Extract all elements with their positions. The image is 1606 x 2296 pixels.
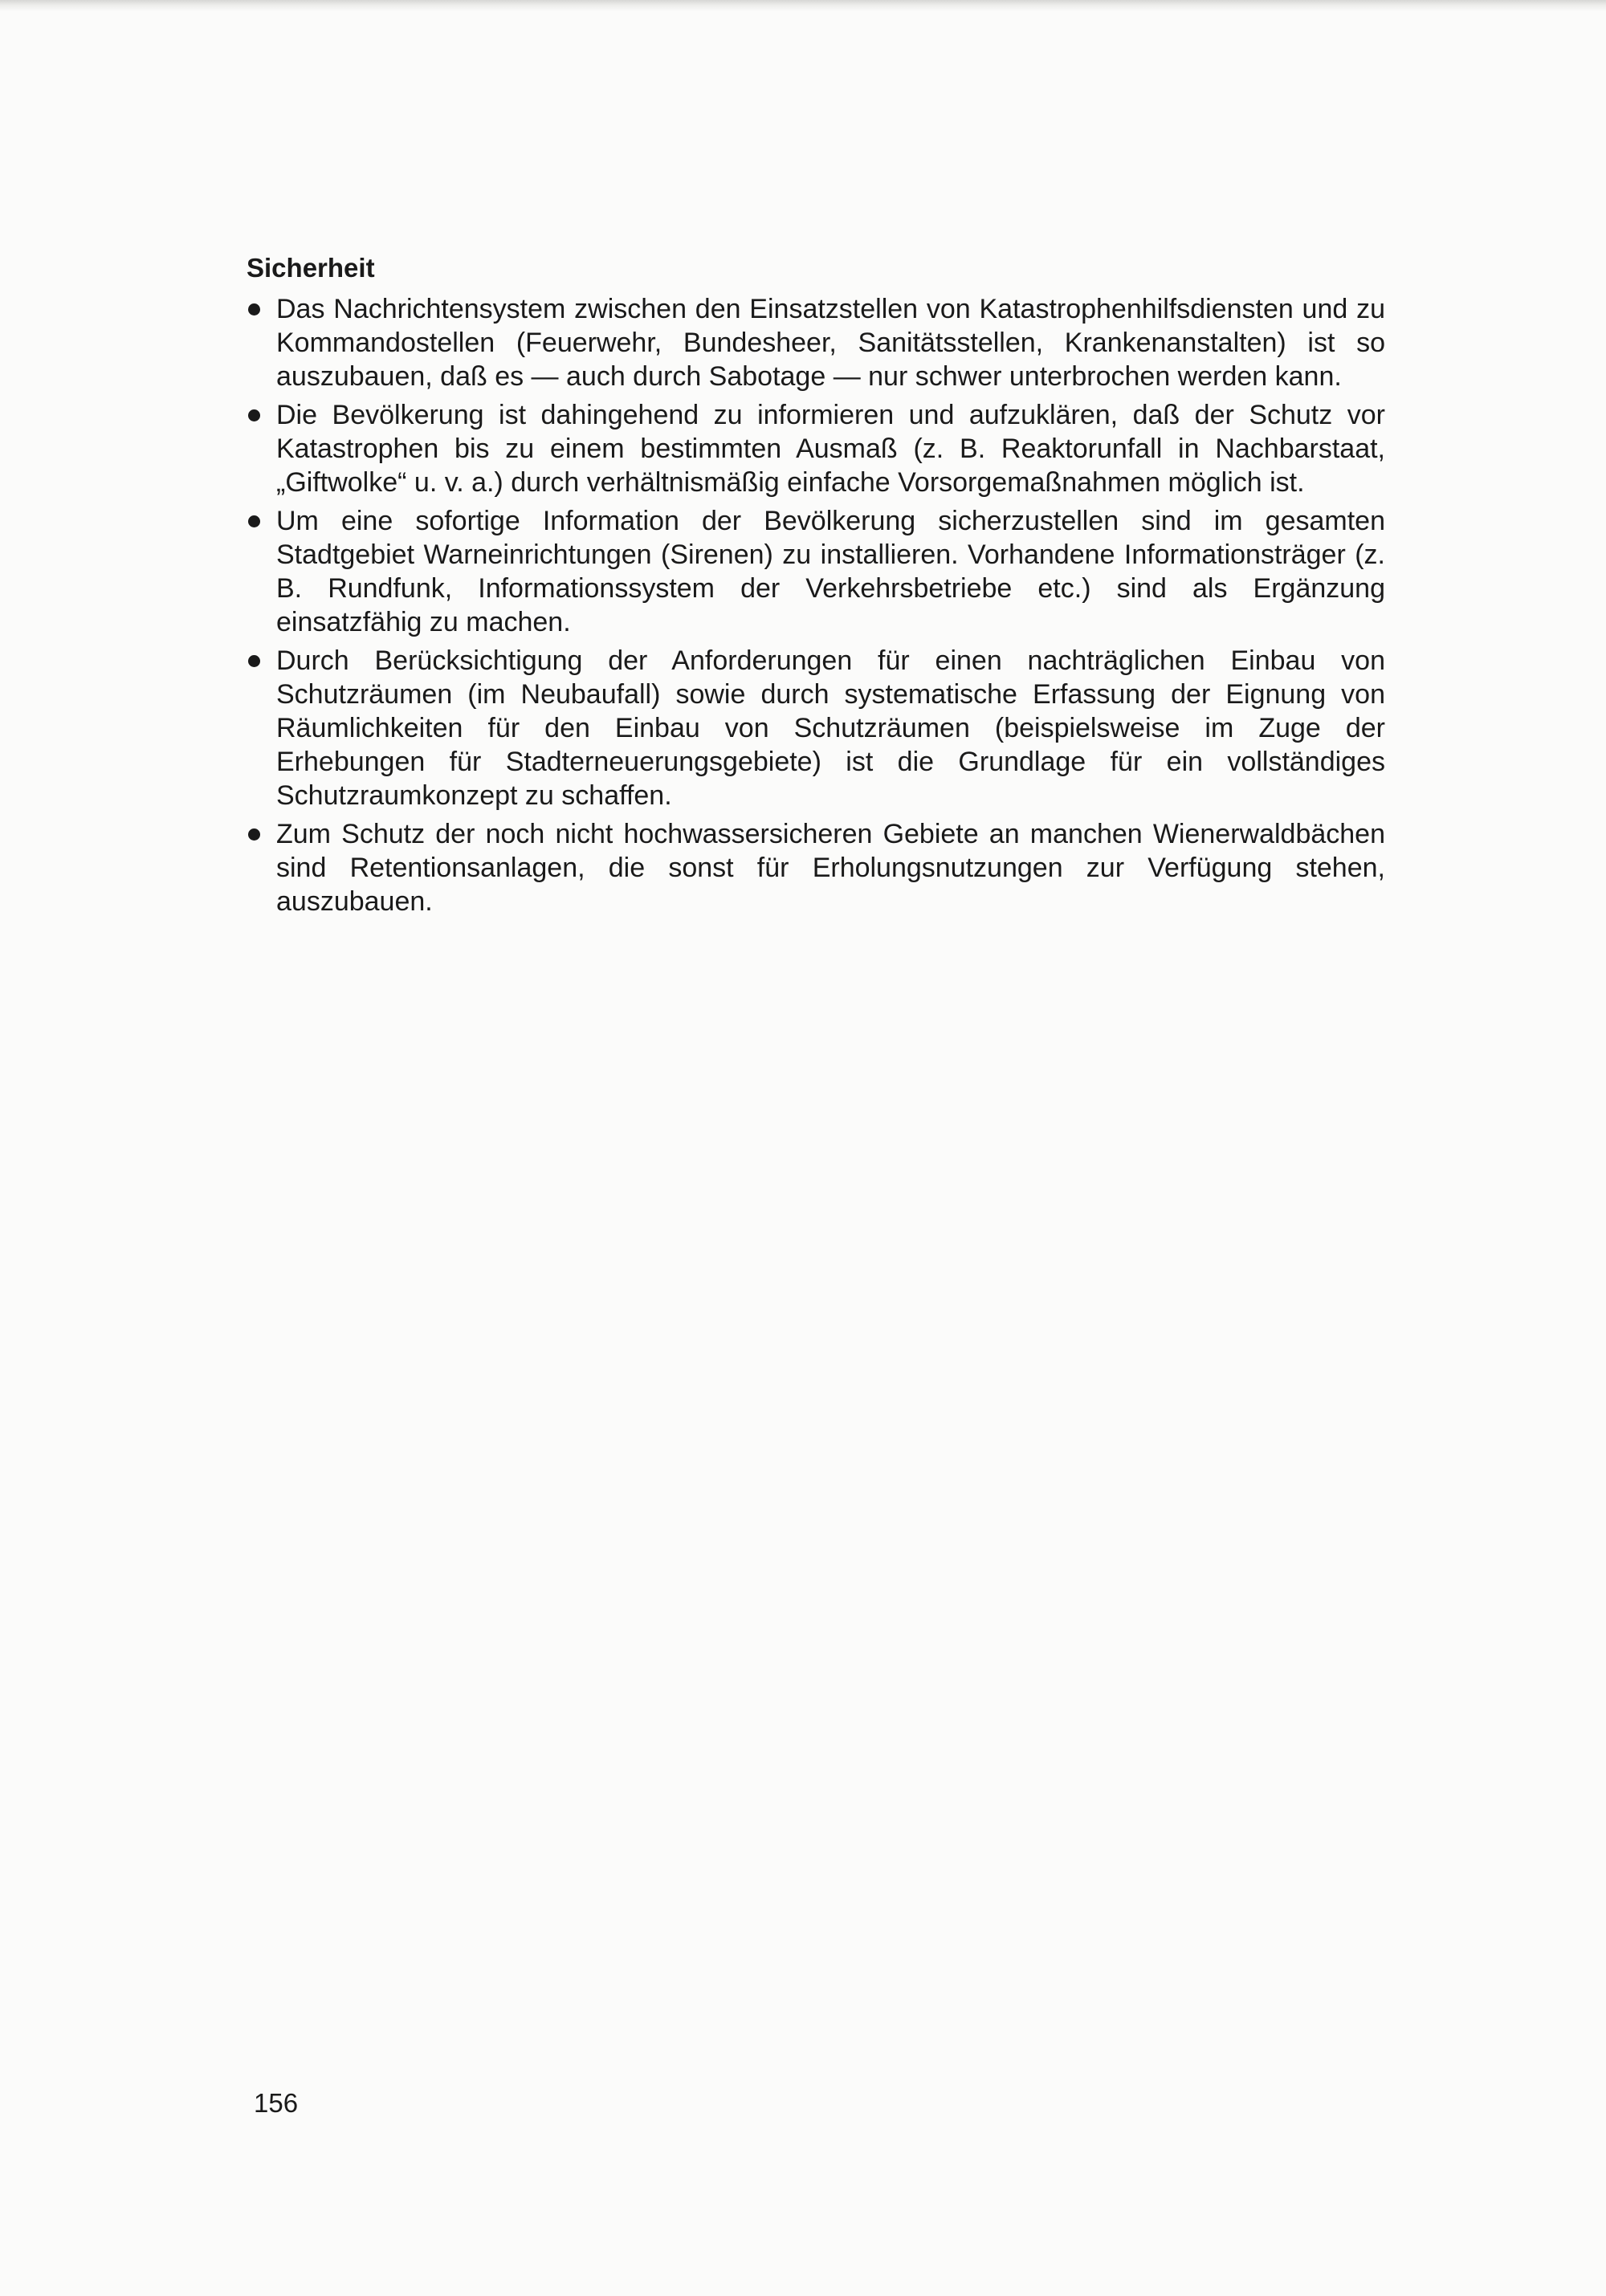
bullet-icon	[248, 409, 260, 421]
bullet-icon	[248, 303, 260, 315]
section-heading: Sicherheit	[247, 253, 375, 283]
bullet-list	[247, 292, 1385, 918]
list-item	[247, 644, 1385, 812]
list-item-text: Durch Berücksichtigung der Anforderungen für einen nachträglichen Einbau von Schutzräumen (im Neubaufall) sowie durch systematische Erfassung der Eignung von Räumlichkeiten für den Einbau von Schutzräumen (beispielsweise im Zuge der Erhebungen für Stadterneuerungsgebiete) ist die Grundlage für ein vollständiges Schutzraumkonzept zu schaffen.	[276, 645, 1385, 811]
list-item-text: Die Bevölkerung ist dahingehend zu informieren und aufzuklären, daß der Schutz vor Katastrophen bis zu einem bestimmten Ausmaß (z. B. Reaktorunfall in Nachbarstaat, „Giftwolke“ u. v. a.) durch verhältnismäßig einfache Vorsorgemaßnahmen möglich ist.	[276, 400, 1385, 498]
list-item-text: Das Nachrichtensystem zwischen den Einsatzstellen von Katastrophenhilfsdiensten und zu Kommandostellen (Feuerwehr, Bundesheer, Sanitätsstellen, Krankenanstalten) ist so auszubauen, daß es — auch durch Sabotage — nur schwer unterbrochen werden kann.	[276, 294, 1385, 392]
list-item	[247, 398, 1385, 499]
list-item	[247, 504, 1385, 639]
bullet-icon	[248, 655, 260, 667]
list-item	[247, 292, 1385, 393]
list-item	[247, 817, 1385, 918]
bullet-icon	[248, 828, 260, 841]
section-sicherheit	[247, 250, 1385, 923]
scan-edge	[0, 0, 1606, 11]
list-item-text: Um eine sofortige Information der Bevölkerung sicherzustellen sind im gesamten Stadtgebiet Warneinrichtungen (Sirenen) zu installieren. Vorhandene Informationsträger (z. B. Rundfunk, Informationssystem der Verkehrsbetriebe etc.) sind als Ergänzung einsatzfähig zu machen.	[276, 506, 1385, 637]
list-item-text: Zum Schutz der noch nicht hochwassersicheren Gebiete an manchen Wienerwaldbächen sind Retentionsanlagen, die sonst für Erholungsnutzungen zur Verfügung stehen, auszubauen.	[276, 819, 1385, 917]
page-number: 156	[254, 2088, 299, 2118]
bullet-icon	[248, 515, 260, 527]
